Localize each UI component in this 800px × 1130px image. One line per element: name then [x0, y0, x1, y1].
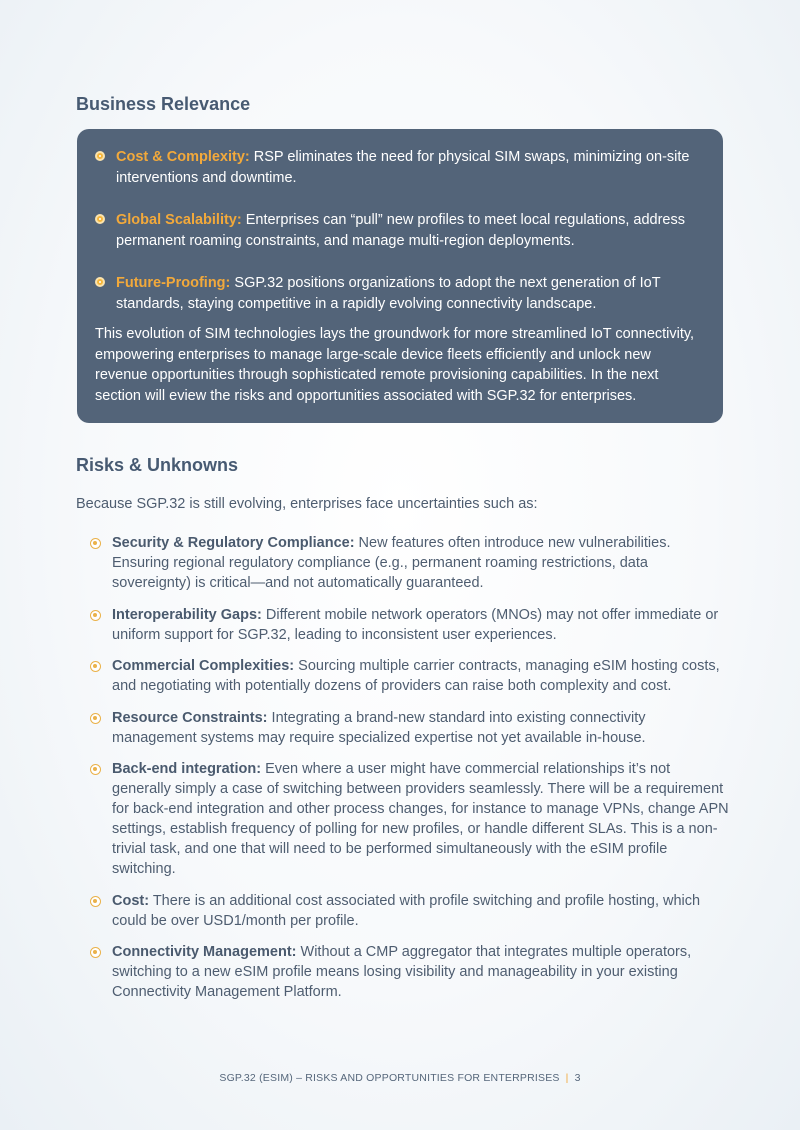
- list-item: [95, 273, 707, 314]
- item-text: Integrating a brand-new standard into existing connectivity management systems may require specialized expertise not yet available in-house.: [112, 709, 646, 746]
- item-key: Cost:: [112, 892, 150, 909]
- item-text: RSP eliminates the need for physical SIM swaps, minimizing on-site interventions and downtime.: [116, 149, 690, 186]
- item-key: Security & Regulatory Compliance:: [112, 535, 355, 551]
- business-summary: This evolution of SIM technologies lays the groundwork for more streamlined IoT connectivity, empowering enterprises to manage large-scale device fleets efficiently and unlock new revenue opportunities through sophisticated remote provisioning capabilities. In the next section will eview the risks and opportunities associated with SGP.32 for enterprises.: [95, 326, 695, 404]
- list-item: [90, 891, 730, 931]
- item-text: Enterprises can “pull” new profiles to meet local regulations, address permanent roaming constraints, and manage multi-region deployments.: [116, 212, 685, 249]
- bullet-icon: [95, 277, 105, 287]
- bullet-ring-icon: [90, 764, 101, 775]
- risks-list: [90, 533, 730, 1014]
- risks-intro: Because SGP.32 is still evolving, enterprises face uncertainties such as:: [76, 496, 538, 512]
- item-key: Global Scalability:: [116, 212, 242, 228]
- bullet-ring-icon: [90, 538, 101, 549]
- item-text: Without a CMP aggregator that integrates multiple operators, switching to a new eSIM profile means losing visibility and manageability in your existing Connectivity Management Platform.: [112, 944, 692, 1000]
- page-footer: [0, 1072, 800, 1084]
- item-key: Back-end integration:: [112, 761, 262, 777]
- item-text: Different mobile network operators (MNOs) may not offer immediate or uniform support for SGP.32, leading to inconsistent user experiences.: [112, 606, 719, 643]
- item-text: SGP.32 positions organizations to adopt the next generation of IoT standards, staying competitive in a rapidly evolving connectivity landscape.: [116, 275, 661, 312]
- item-key: Connectivity Management:: [112, 944, 297, 960]
- section-heading-risks-unknowns: Risks & Unknowns: [76, 455, 239, 475]
- list-item: [90, 656, 730, 696]
- item-text: Sourcing multiple carrier contracts, managing eSIM hosting costs, and negotiating with potentially dozens of providers can raise both complexity and cost.: [112, 658, 720, 694]
- bullet-ring-icon: [90, 896, 101, 907]
- business-relevance-list: [95, 147, 707, 314]
- bullet-ring-icon: [90, 610, 101, 621]
- page-number: 3: [574, 1072, 581, 1084]
- footer-title: SGP.32 (ESIM) – RISKS AND OPPORTUNITIES FOR ENTERPRISES: [219, 1072, 560, 1084]
- list-item: [90, 533, 730, 593]
- bullet-ring-icon: [90, 661, 101, 672]
- item-key: Cost & Complexity:: [116, 149, 250, 165]
- list-item: [90, 605, 730, 645]
- item-key: Commercial Complexities:: [112, 658, 295, 674]
- list-item: [95, 210, 707, 251]
- bullet-ring-icon: [90, 713, 101, 724]
- item-key: Resource Constraints:: [112, 709, 268, 726]
- footer-separator: |: [565, 1072, 569, 1084]
- bullet-ring-icon: [90, 947, 101, 958]
- list-item: [90, 708, 730, 748]
- bullet-icon: [95, 151, 105, 161]
- business-relevance-box: [77, 129, 723, 423]
- section-heading-business-relevance: Business Relevance: [76, 94, 251, 114]
- item-key: Interoperability Gaps:: [112, 606, 262, 623]
- item-text: Even where a user might have commercial relationships it’s not generally simply a case of switching between providers seamlessly. There will be a requirement for back-end integration and other process changes, for instance to manage VPNs, change APN settings, establish frequency of polling for new profiles, or handle different SLAs. This is a non-trivial task, and one that will need to be performed simultaneously with the eSIM profile switching.: [112, 761, 729, 877]
- bullet-icon: [95, 214, 105, 224]
- item-text: There is an additional cost associated with profile switching and profile hosting, which could be over USD1/month per profile.: [112, 892, 701, 929]
- list-item: [90, 759, 730, 879]
- item-key: Future-Proofing:: [116, 275, 231, 291]
- item-text: New features often introduce new vulnerabilities. Ensuring regional regulatory compliance (e.g., permanent roaming restrictions, data sovereignty) is critical—and not automatically guaranteed.: [112, 535, 671, 591]
- list-item: [95, 147, 707, 188]
- list-item: [90, 942, 730, 1002]
